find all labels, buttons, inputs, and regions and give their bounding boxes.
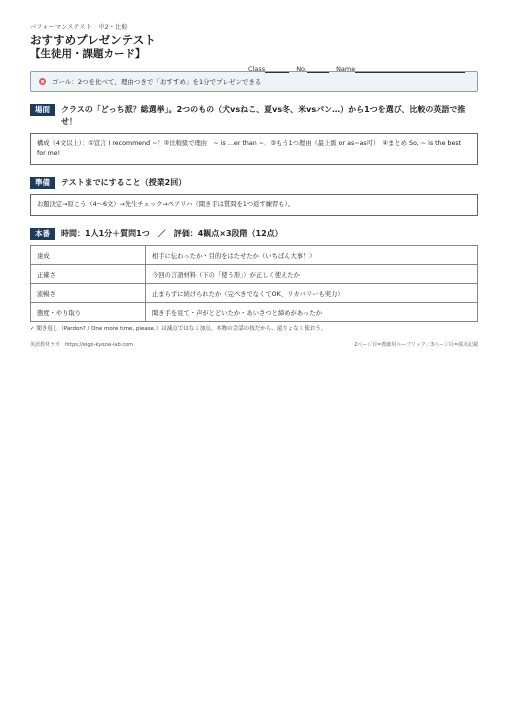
- criterion-desc: 止まらずに続けられたか（完ぺきでなくてOK、リカバリーも実力）: [146, 284, 478, 303]
- prep-text: テストまでにすること（授業2回）: [61, 178, 187, 187]
- page-subtitle: 【生徒用・課題カード】: [30, 48, 146, 60]
- page-footer: [30, 341, 478, 348]
- table-row: [31, 284, 478, 303]
- main-tag: 本番: [30, 228, 55, 240]
- criterion-desc: 聞き手を見て・声がとどいたか・あいさつと締めがあったか: [146, 303, 478, 322]
- target-icon: [39, 78, 46, 85]
- title-block: [30, 33, 478, 73]
- no-label: No.: [296, 65, 307, 73]
- criterion-label: 流暢さ: [31, 284, 146, 303]
- table-row: [31, 265, 478, 284]
- criterion-label: 達成: [31, 246, 146, 265]
- structure-box: 構成（4文以上）：①宣言 I recommend ~！②比較級で理由 ~ is …er than ~．③もう1つ理由（最上級 or as~as可） ④まとめ So, ~ is the best for me!: [30, 133, 478, 165]
- student-fields: [248, 65, 465, 73]
- table-row: [31, 303, 478, 322]
- scene-text: クラスの「どっち派？総選挙」。2つのもの（犬vsねこ、夏vs冬、米vsパン…）から1つを選び、比較の英語で推せ！: [61, 105, 466, 126]
- eyebrow-label: パフォーマンステスト 中2・比較: [30, 24, 128, 31]
- scene-tag: 場面: [30, 104, 55, 116]
- prep-tag: 準備: [30, 177, 55, 189]
- main-heading: [30, 228, 478, 240]
- main-text: 時間：1人1分＋質問1つ ／ 評価：4観点×3段階（12点）: [61, 229, 283, 238]
- class-label: Class: [248, 65, 266, 73]
- criterion-label: 正確さ: [31, 265, 146, 284]
- worksheet-page: [30, 22, 478, 348]
- footer-left: 英語教材ラボ https://eigo-kyozai-lab.com: [30, 342, 134, 348]
- table-row: [31, 246, 478, 265]
- prep-box: お題決定→原こう（4～6文）→先生チェック→ペアリハ（聞き手は質問を1つ返す練習も）。: [30, 194, 478, 216]
- criterion-label: 態度・やり取り: [31, 303, 146, 322]
- page-title: おすすめプレゼンテスト: [30, 33, 156, 47]
- goal-box: [30, 71, 478, 92]
- goal-text: ゴール：2つを比べて、理由つきで「おすすめ」を1分でプレゼンできる: [52, 78, 262, 86]
- name-label: Name: [336, 65, 356, 73]
- check-note: ✓ 聞き返し（Pardon? / One more time, please.）は減点ではなく加点。本物の会話の技だから、遠りょなく使おう。: [30, 326, 327, 332]
- class-field[interactable]: [265, 65, 289, 73]
- scene-heading: [30, 104, 478, 128]
- criterion-desc: 相手に伝わったか・目的をはたせたか（いちばん大事！）: [146, 246, 478, 265]
- prep-heading: [30, 177, 478, 189]
- name-field[interactable]: [355, 65, 465, 73]
- footer-right: 2ページ目=教師用ルーブリック／3ページ目=採点記載: [354, 342, 478, 348]
- no-field[interactable]: [307, 65, 329, 73]
- evaluation-table: [30, 245, 478, 322]
- criterion-desc: 今回の言語材料（下の「使う形」）が正しく使えたか: [146, 265, 478, 284]
